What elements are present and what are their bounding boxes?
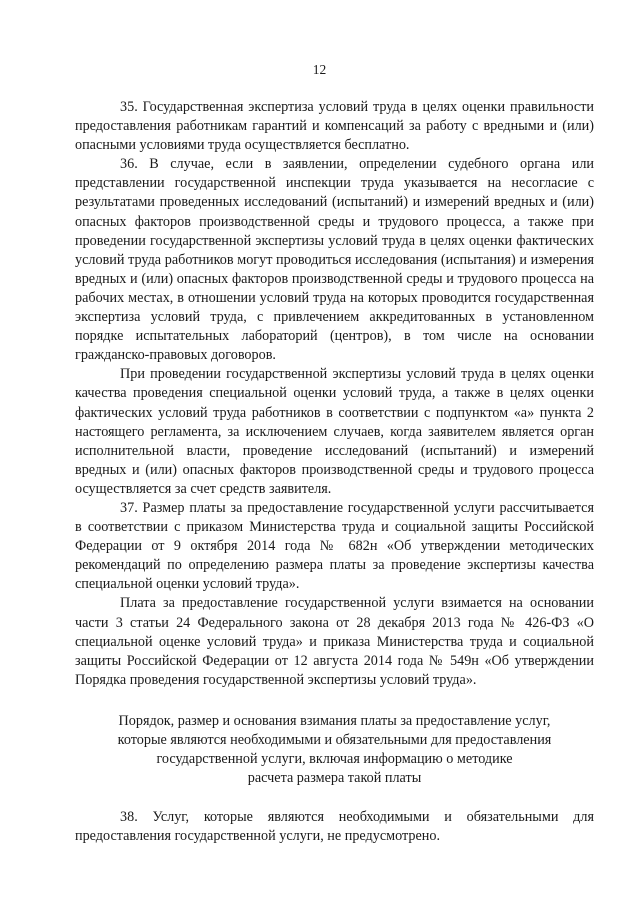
paragraph-36: 36. В случае, если в заявлении, определении судебного органа или представлении государственной инспекции труда указывается на несогласие с результатами проведенных исследований (испытаний) и измерений вредных и (или) опасных факторов производственной среды и трудового процесса, а также при проведении государственной экспертизы условий труда в целях оценки фактических условий труда работников могут проводиться исследования (испытания) и измерения вредных и (или) опасных факторов производственной среды и трудового процесса на рабочих местах, в отношении условий труда на которых проводится государственная экспертиза условий труда, с привлечением аккредитованных в установленном порядке испытательных лабораторий (центров), в том числе на основании гражданско-правовых договоров. [75,156,594,364]
section-heading-line: государственной услуги, включая информацию о методике [156,751,513,768]
document-body [75,98,594,846]
paragraph-38: 38. Услуг, которые являются необходимыми и обязательными для предоставления государственной услуги, не предусмотрено. [75,809,594,845]
section-heading-line: которые являются необходимыми и обязательными для предоставления [117,732,552,748]
section-heading-line: расчета размера такой платы [247,770,422,787]
paragraph-36-continued: При проведении государственной экспертизы условий труда в целях оценки качества проведения специальной оценки условий труда, а также в целях оценки фактических условий труда работников в соответствии с подпунктом «а» пункта 2 настоящего регламента, за исключением случаев, когда заявителем является орган исполнительной власти, проведение исследований (испытаний) и измерений вредных и (или) опасных факторов производственной среды и трудового процесса осуществляется за счет средств заявителя. [75,366,594,497]
section-heading [75,712,594,788]
section-heading-line: Порядок, размер и основания взимания платы за предоставление услуг, [118,712,551,729]
paragraph-35: 35. Государственная экспертиза условий труда в целях оценки правильности предоставления работникам гарантий и компенсаций за работу с вредными и (или) опасными условиями труда осуществляется бесплатно. [75,99,594,154]
page-number: 12 [312,62,327,77]
paragraph-37-continued: Плата за предоставление государственной услуги взимается на основании части 3 статьи 24 Федерального закона от 28 декабря 2013 года № 426-ФЗ «О специальной оценке условий труда» и приказа Министерства труда и социальной защиты Российской Федерации от 12 августа 2014 года № 549н «Об утверждении Порядка проведения государственной экспертизы условий труда». [75,595,594,688]
paragraph-37: 37. Размер платы за предоставление государственной услуги рассчитывается в соответствии с приказом Министерства труда и социальной защиты Российской Федерации от 9 октября 2014 года № 682н «Об утверждении методических рекомендаций по определению размера платы за проведение экспертизы качества специальной оценки условий труда». [75,499,594,593]
